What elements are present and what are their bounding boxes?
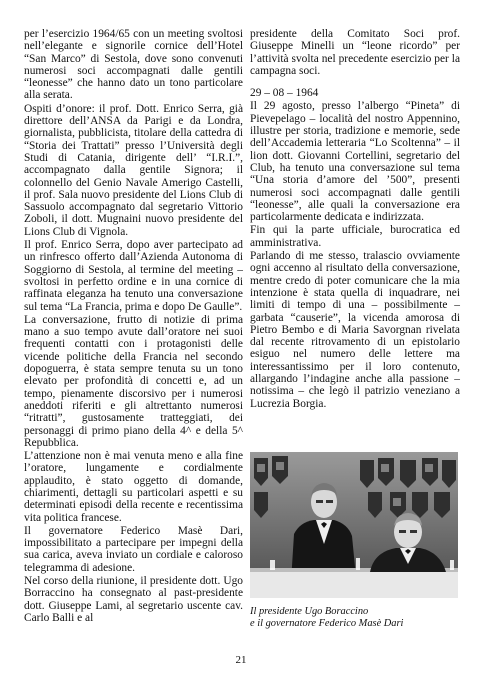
paragraph: Nel corso della riunione, il presidente dott. Ugo Borraccino ha consegnato al past-presidente dott. Giuseppe Lami, al segretario uscente cav. Carlo Balli e al bbox=[24, 575, 243, 624]
paragraph: Fin qui la parte ufficiale, burocratica ed amministrativa. bbox=[250, 224, 460, 249]
paragraph: Parlando di me stesso, tralascio ovviamente ogni accenno al risultato della conversazione, mentre credo di poter comunicare che la mia intenzione è stata quella di inquadrare, nei limiti di tempo di una – possibilmente – garbata “causerie”, la vicenda amorosa di Pietro Bembo e di Maria Savorgnan rivelata dal recente ritrovamento di un epistolario esiguo nel numero delle lettere ma interessantissimo per il loro contenuto, allargando l’indagine anche alla passione – notissima – che legò il patrizio veneziano a Lucrezia Borgia. bbox=[250, 250, 460, 410]
photograph bbox=[250, 452, 458, 598]
paragraph: Ospiti d’onore: il prof. Dott. Enrico Serra, già direttore dell’ANSA da Parigi e da Londra, giornalista, pubblicista, titolare della cattedra di “Storia dei Trattati” presso l’Università degli Studi di Catania, dirigente dell’ “I.R.I.”, accompagnato dalla gentile Signora; il colonnello del Genio Navale Amerigo Castelli, il prof. Sala nuovo presidente del Lions Club di Sassuolo accompagnato dal segretario Vittorio Zoboli, il dott. Mugnaini nuovo presidente del Lions Club di Vignola. bbox=[24, 102, 243, 238]
photo-illustration bbox=[250, 452, 458, 598]
paragraph: Il 29 agosto, presso l’albergo “Pineta” di Pievepelago – località del nostro Appennino, illustre per storia, tradizione e memorie, sede dell’Accademia letteraria “Lo Scoltenna” – il lion dott. Giovanni Cortellini, segretario del Club, ha tenuto una conversazione sul tema “Una storia d’amore del ’500”, presenti numerosi soci accompagnati dalle gentili “leonesse”, alle quali la conversazione era particolarmente dedicata e indirizzata. bbox=[250, 100, 460, 224]
paragraph: Il prof. Enrico Serra, dopo aver partecipato ad un rinfresco offerto dall’Azienda Autonoma di Soggiorno di Sestola, al termine del meeting – svoltosi in perfetto ordine e in una cornice di raffinata eleganza ha tenuto una conversazione sul tema “La Francia, prima e dopo De Gaulle”. bbox=[24, 239, 243, 313]
right-column bbox=[250, 28, 460, 411]
paragraph: presidente della Comitato Soci prof. Giuseppe Minelli un “leone ricordo” per l’attività svolta nel precedente esercizio per la campagna soci. bbox=[250, 28, 460, 77]
caption-line: Il presidente Ugo Boraccino bbox=[250, 606, 369, 617]
left-column bbox=[24, 28, 243, 625]
caption-line: e il governatore Federico Masè Dari bbox=[250, 618, 404, 629]
dateline: 29 – 08 – 1964 bbox=[250, 87, 319, 100]
paragraph: La conversazione, frutto di notizie di prima mano a suo tempo avute dall’oratore nei suoi frequenti contatti con i protagonisti delle vicende politiche della Francia nel secondo dopoguerra, è stata sempre tenuta su un tono elevato per profondità di concetti e, ad un tempo, pienamente discorsivo per i numerosi aneddoti riferiti e gli altrettanto numerosi “ritratti”, gustosamente tratteggiati, dei personaggi di primo piano della 4^ e della 5^ Repubblica. bbox=[24, 313, 243, 449]
paragraph: L’attenzione non è mai venuta meno e alla fine l’oratore, lungamente e cordialmente applaudito, è stato oggetto di domande, chiarimenti, dettagli su particolari aspetti e su determinati episodi della recente e recentissima vita politica francese. bbox=[24, 450, 243, 524]
paragraph: Il governatore Federico Masè Dari, impossibilitato a partecipare per impegni della sua carica, aveva inviato un cordiale e caloroso telegramma di adesione. bbox=[24, 524, 243, 574]
photo-caption bbox=[250, 606, 460, 630]
page-number: 21 bbox=[235, 654, 247, 666]
paragraph: per l’esercizio 1964/65 con un meeting svoltosi nell’elegante e signorile cornice dell’Hotel “San Marco” di Sestola, dove sono convenuti numerosi soci accompagnati dalle gentili “leonesse” che hanno dato un tono particolare alla serata. bbox=[24, 28, 243, 102]
